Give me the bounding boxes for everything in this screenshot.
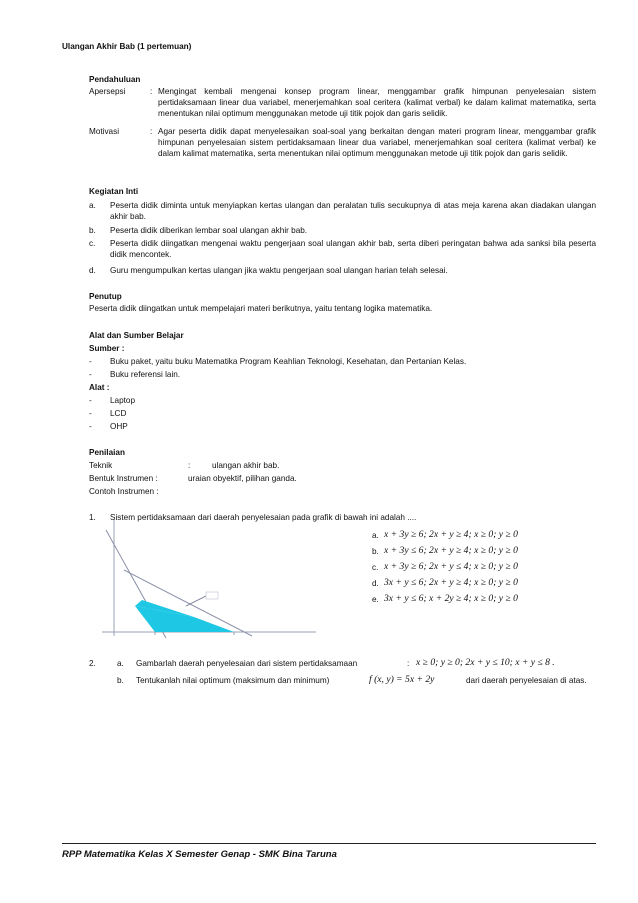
kegiatan-item: Guru mengumpulkan kertas ulangan jika waktu pengerjaan soal ulangan harian telah selesai. xyxy=(110,266,448,275)
teknik-value: ulangan akhir bab. xyxy=(212,461,280,470)
subquestion-text: Tentukanlah nilai optimum (maksimum dan minimum) xyxy=(136,676,330,685)
apersepsi-colon: : xyxy=(150,87,153,96)
question-number: 1. xyxy=(89,513,96,522)
teknik-colon: : xyxy=(188,461,191,470)
penilaian-heading: Penilaian xyxy=(89,448,125,457)
option-marker: a. xyxy=(372,531,379,540)
objective-function: f (x, y) = 5x + 2y xyxy=(369,674,435,685)
inequality-system: x ≥ 0; y ≥ 0; 2x + y ≤ 10; x + y ≤ 8 . xyxy=(416,657,555,668)
list-bullet: - xyxy=(89,396,92,405)
alat-sumber-heading: Alat dan Sumber Belajar xyxy=(89,331,184,340)
motivasi-label: Motivasi xyxy=(89,127,120,136)
penutup-heading: Penutup xyxy=(89,292,122,301)
leader-line xyxy=(186,596,206,606)
sumber-heading: Sumber : xyxy=(89,344,125,353)
subquestion-colon: : xyxy=(407,659,410,668)
motivasi-colon: : xyxy=(150,127,153,136)
alat-heading: Alat : xyxy=(89,383,110,392)
kegiatan-item-marker: d. xyxy=(89,266,96,275)
option-text: x + 3y ≥ 6; 2x + y ≥ 4; x ≥ 0; y ≥ 0 xyxy=(384,529,518,540)
kegiatan-item-marker: b. xyxy=(89,226,96,235)
kegiatan-item-marker: c. xyxy=(89,239,96,248)
bentuk-instrumen-value: uraian obyektif, pilihan ganda. xyxy=(188,474,297,483)
subquestion-text: Gambarlah daerah penyelesaian dari sistem pertidaksamaan xyxy=(136,659,358,668)
option-text: 3x + y ≤ 6; x + 2y ≥ 4; x ≥ 0; y ≥ 0 xyxy=(384,593,518,604)
alat-item: OHP xyxy=(110,422,128,431)
point-label-box xyxy=(206,592,218,599)
alat-item: LCD xyxy=(110,409,127,418)
option-marker: d. xyxy=(372,579,379,588)
kegiatan-item: Peserta didik diberikan lembar soal ulangan akhir bab. xyxy=(110,226,308,235)
subquestion-tail: dari daerah penyelesaian di atas. xyxy=(466,676,587,685)
option-text: 3x + y ≤ 6; 2x + y ≥ 4; x ≥ 0; y ≥ 0 xyxy=(384,577,518,588)
subquestion-marker: a. xyxy=(117,659,124,668)
alat-item: Laptop xyxy=(110,396,136,405)
question-number: 2. xyxy=(89,659,96,668)
apersepsi-label: Apersepsi xyxy=(89,87,126,96)
apersepsi-text: Mengingat kembali mengenai konsep program linear, menggambar grafik himpunan penyelesaian sistem pertidaksamaan linear dua variabel, menerjemahkan soal ceritera (kalimat verbal) ke dalam kalimat matematika, serta menentukan nilai optimum menggunakan metode uji titik pojok dan garis selidik. xyxy=(158,87,596,118)
kegiatan-item: Peserta didik diingatkan mengenai waktu pengerjaan soal ulangan akhir bab, serta diberi peringatan bahwa ada sanksi bila peserta didik mencontek. xyxy=(110,239,596,259)
list-bullet: - xyxy=(89,409,92,418)
option-text: x + 3y ≤ 6; 2x + y ≥ 4; x ≥ 0; y ≥ 0 xyxy=(384,545,518,556)
footer-divider xyxy=(62,843,596,844)
bentuk-instrumen-label: Bentuk Instrumen : xyxy=(89,474,158,483)
kegiatan-item: Peserta didik diminta untuk menyiapkan kertas ulangan dan peralatan tulis secukupnya di atas meja karena akan diadakan ulangan akhir bab. xyxy=(110,201,596,221)
teknik-label: Teknik xyxy=(89,461,113,470)
contoh-instrumen-label: Contoh Instrumen : xyxy=(89,487,159,496)
option-marker: c. xyxy=(372,563,379,572)
kegiatan-item-marker: a. xyxy=(89,201,96,210)
option-text: x + 3y ≥ 6; 2x + y ≤ 4; x ≥ 0; y ≥ 0 xyxy=(384,561,518,572)
subquestion-marker: b. xyxy=(117,676,124,685)
page-title: Ulangan Akhir Bab (1 pertemuan) xyxy=(62,42,192,51)
kegiatan-inti-heading: Kegiatan Inti xyxy=(89,187,139,196)
question-text: Sistem pertidaksamaan dari daerah penyelesaian pada grafik di bawah ini adalah .... xyxy=(110,513,417,522)
list-bullet: - xyxy=(89,370,92,379)
feasible-region-graph xyxy=(102,520,318,644)
penutup-text: Peserta didik diingatkan untuk mempelajari materi berikutnya, yaitu tentang logika matematika. xyxy=(89,304,433,313)
list-bullet: - xyxy=(89,357,92,366)
option-marker: b. xyxy=(372,547,379,556)
footer-text: RPP Matematika Kelas X Semester Genap - SMK Bina Taruna xyxy=(62,849,337,860)
motivasi-text: Agar peserta didik dapat menyelesaikan soal-soal yang berkaitan dengan materi program linear, menggambar grafik himpunan penyelesaian sistem pertidaksamaan linear dua variabel, menerjemahkan soal ceritera (kalimat verbal) ke dalam kalimat matematika, serta menentukan nilai optimum menggunakan metode uji titik pojok dan garis selidik. xyxy=(158,127,596,158)
list-bullet: - xyxy=(89,422,92,431)
pendahuluan-heading: Pendahuluan xyxy=(89,75,141,84)
option-marker: e. xyxy=(372,595,379,604)
sumber-item: Buku paket, yaitu buku Matematika Program Keahlian Teknologi, Kesehatan, dan Pertanian Kelas. xyxy=(110,357,467,366)
sumber-item: Buku referensi lain. xyxy=(110,370,181,379)
